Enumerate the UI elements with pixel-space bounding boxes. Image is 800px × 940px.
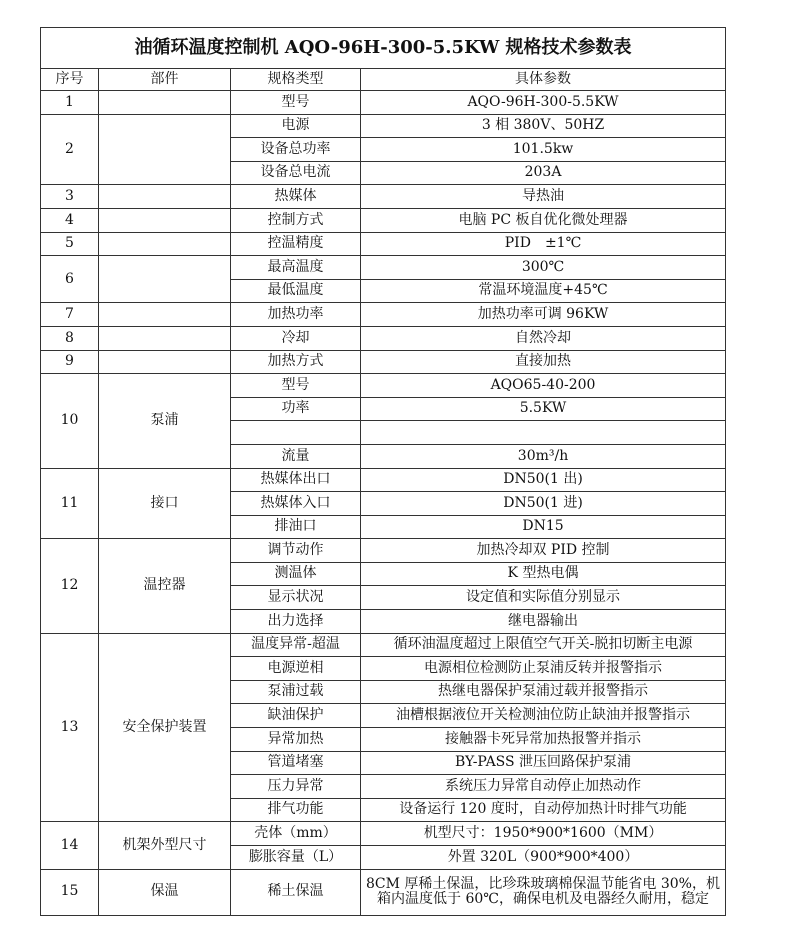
- row-spec: 出力选择: [231, 610, 361, 634]
- row-spec: 缺油保护: [231, 704, 361, 728]
- row-spec: 稀土保温: [231, 869, 361, 915]
- row-spec: 加热方式: [231, 350, 361, 374]
- row-spec: 设备总电流: [231, 161, 361, 185]
- row-param: 5.5KW: [361, 397, 726, 421]
- row-param: AQO65-40-200: [361, 374, 726, 398]
- row-param: 常温环境温度+45℃: [361, 279, 726, 303]
- row-param: K 型热电偶: [361, 562, 726, 586]
- header-part: 部件: [99, 69, 231, 91]
- row-part: [99, 303, 231, 327]
- row-spec: 异常加热: [231, 728, 361, 752]
- row-spec: [231, 421, 361, 445]
- row-spec: 流量: [231, 444, 361, 468]
- row-param: 电脑 PC 板自优化微处理器: [361, 208, 726, 232]
- row-part: [99, 114, 231, 185]
- table-row: [41, 468, 726, 492]
- row-part: 安全保护装置: [99, 633, 231, 822]
- row-spec: 显示状况: [231, 586, 361, 610]
- spec-table: [40, 27, 726, 916]
- param-line-1: 8CM 厚稀土保温，比珍珠玻璃棉保温节能省电 30%，机: [366, 875, 720, 892]
- row-spec: 热媒体出口: [231, 468, 361, 492]
- row-spec: 热媒体入口: [231, 492, 361, 516]
- row-param: 继电器输出: [361, 610, 726, 634]
- header-spec: 规格类型: [231, 69, 361, 91]
- row-param: 101.5kw: [361, 138, 726, 162]
- row-param: 设备运行 120 度时，自动停加热计时排气功能: [361, 798, 726, 822]
- row-seq: 4: [41, 208, 99, 232]
- row-seq: 3: [41, 185, 99, 209]
- row-seq: 12: [41, 539, 99, 633]
- row-param: [361, 421, 726, 445]
- row-param: 外置 320L（900*900*400）: [361, 846, 726, 870]
- row-spec: 设备总功率: [231, 138, 361, 162]
- row-spec: 控温精度: [231, 232, 361, 256]
- row-param: 3 相 380V、50HZ: [361, 114, 726, 138]
- row-spec: 最高温度: [231, 256, 361, 280]
- row-part: 泵浦: [99, 374, 231, 468]
- row-spec: 排油口: [231, 515, 361, 539]
- row-spec: 加热功率: [231, 303, 361, 327]
- row-seq: 2: [41, 114, 99, 185]
- row-seq: 9: [41, 350, 99, 374]
- row-spec: 热媒体: [231, 185, 361, 209]
- header-row: [41, 69, 726, 91]
- row-spec: 测温体: [231, 562, 361, 586]
- row-spec: 最低温度: [231, 279, 361, 303]
- row-param: 300℃: [361, 256, 726, 280]
- row-param: 直接加热: [361, 350, 726, 374]
- row-spec: 泵浦过载: [231, 680, 361, 704]
- row-part: [99, 350, 231, 374]
- table-row: [41, 232, 726, 256]
- row-spec: 调节动作: [231, 539, 361, 563]
- row-param: 加热功率可调 96KW: [361, 303, 726, 327]
- row-spec: 壳体（mm）: [231, 822, 361, 846]
- row-spec: 排气功能: [231, 798, 361, 822]
- table-row: [41, 374, 726, 398]
- table-row: [41, 185, 726, 209]
- row-param: DN50(1 出): [361, 468, 726, 492]
- table-row: [41, 350, 726, 374]
- row-param: 自然冷却: [361, 326, 726, 350]
- row-param: 导热油: [361, 185, 726, 209]
- row-param: 系统压力异常自动停止加热动作: [361, 775, 726, 799]
- row-param: [361, 869, 726, 915]
- row-spec: 电源逆相: [231, 657, 361, 681]
- row-part: 温控器: [99, 539, 231, 633]
- row-part: [99, 232, 231, 256]
- row-param: 加热冷却双 PID 控制: [361, 539, 726, 563]
- row-part: 接口: [99, 468, 231, 539]
- row-spec: 电源: [231, 114, 361, 138]
- row-spec: 温度异常-超温: [231, 633, 361, 657]
- row-spec: 管道堵塞: [231, 751, 361, 775]
- table-row: [41, 91, 726, 115]
- table-row: [41, 114, 726, 138]
- row-part: [99, 185, 231, 209]
- row-spec: 冷却: [231, 326, 361, 350]
- table-row: [41, 869, 726, 915]
- row-seq: 11: [41, 468, 99, 539]
- row-seq: 15: [41, 869, 99, 915]
- table-row: [41, 822, 726, 846]
- row-part: [99, 208, 231, 232]
- row-param: PID ±1℃: [361, 232, 726, 256]
- table-row: [41, 303, 726, 327]
- row-param: 30m³/h: [361, 444, 726, 468]
- row-param: 循环油温度超过上限值空气开关-脱扣切断主电源: [361, 633, 726, 657]
- row-seq: 6: [41, 256, 99, 303]
- table-title: 油循环温度控制机 AQO-96H-300-5.5KW 规格技术参数表: [41, 28, 726, 69]
- row-param: 电源相位检测防止泵浦反转并报警指示: [361, 657, 726, 681]
- title-row: [41, 28, 726, 69]
- row-param: DN15: [361, 515, 726, 539]
- row-param: 接触器卡死异常加热报警并指示: [361, 728, 726, 752]
- row-param: AQO-96H-300-5.5KW: [361, 91, 726, 115]
- header-param: 具体参数: [361, 69, 726, 91]
- table-row: [41, 539, 726, 563]
- row-param: 设定值和实际值分别显示: [361, 586, 726, 610]
- row-seq: 14: [41, 822, 99, 869]
- row-param: 203A: [361, 161, 726, 185]
- table-row: [41, 256, 726, 280]
- row-part: [99, 326, 231, 350]
- row-part: [99, 256, 231, 303]
- row-seq: 5: [41, 232, 99, 256]
- row-spec: 型号: [231, 91, 361, 115]
- table-row: [41, 326, 726, 350]
- row-param: 热继电器保护泵浦过载并报警指示: [361, 680, 726, 704]
- header-seq: 序号: [41, 69, 99, 91]
- row-seq: 8: [41, 326, 99, 350]
- row-spec: 压力异常: [231, 775, 361, 799]
- row-param: 机型尺寸：1950*900*1600（MM）: [361, 822, 726, 846]
- row-param: BY-PASS 泄压回路保护泵浦: [361, 751, 726, 775]
- row-seq: 10: [41, 374, 99, 468]
- row-param: 油槽根据液位开关检测油位防止缺油并报警指示: [361, 704, 726, 728]
- row-seq: 7: [41, 303, 99, 327]
- row-part: 保温: [99, 869, 231, 915]
- row-seq: 1: [41, 91, 99, 115]
- table-row: [41, 633, 726, 657]
- row-part: 机架外型尺寸: [99, 822, 231, 869]
- row-param: DN50(1 进): [361, 492, 726, 516]
- row-seq: 13: [41, 633, 99, 822]
- row-spec: 膨胀容量（L）: [231, 846, 361, 870]
- row-spec: 控制方式: [231, 208, 361, 232]
- row-part: [99, 91, 231, 115]
- row-spec: 功率: [231, 397, 361, 421]
- table-row: [41, 208, 726, 232]
- param-line-2: 箱内温度低于 60℃，确保电机及电器经久耐用，稳定: [377, 891, 709, 908]
- row-spec: 型号: [231, 374, 361, 398]
